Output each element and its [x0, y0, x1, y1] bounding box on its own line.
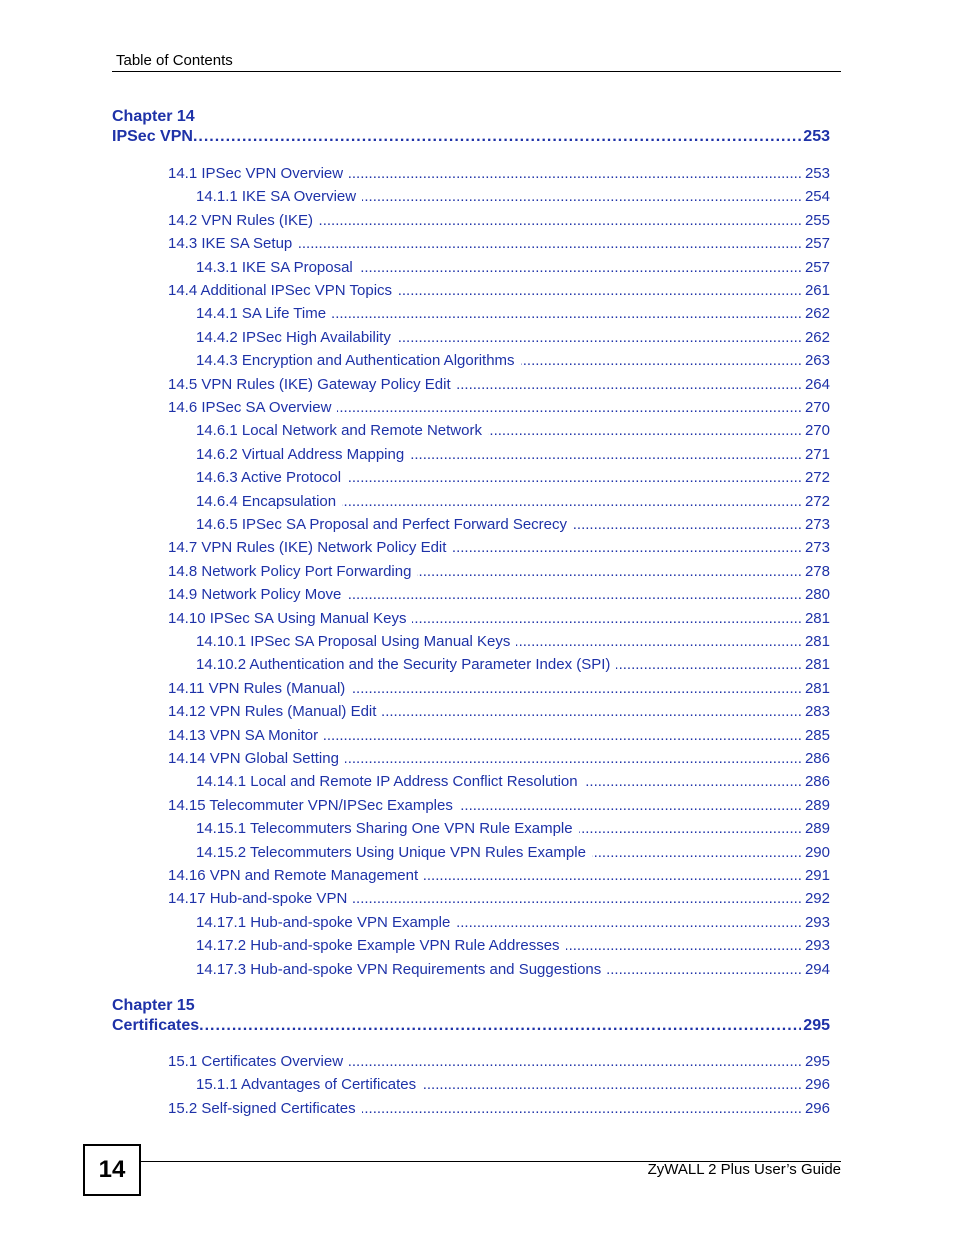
dot-leader: [422, 1075, 802, 1095]
toc-entry[interactable]: [196, 632, 830, 652]
toc-entry[interactable]: [168, 1052, 830, 1072]
toc-entry[interactable]: [196, 819, 830, 839]
dot-leader: [353, 889, 802, 909]
toc-entry-page-number: 296: [804, 1099, 830, 1117]
toc-entry-title: 14.2 VPN Rules (IKE): [168, 211, 314, 229]
toc-entry[interactable]: [168, 609, 830, 629]
chapter-label: Chapter 15: [112, 997, 195, 1014]
dot-leader: [417, 562, 802, 582]
toc-entry[interactable]: [168, 749, 830, 769]
toc-entry-page-number: 272: [804, 492, 830, 510]
toc-entry-title: 14.6 IPSec SA Overview: [168, 399, 332, 416]
dot-leader: [319, 211, 802, 231]
toc-entry-page-number: 261: [804, 282, 830, 299]
toc-entry-page-number: 253: [804, 165, 830, 182]
dot-leader: [592, 843, 802, 863]
dot-leader: [382, 702, 802, 722]
toc-entry-page-number: 296: [804, 1076, 830, 1094]
toc-entry[interactable]: [168, 702, 830, 722]
toc-entry-page-number: 263: [804, 352, 830, 370]
header-divider: [112, 71, 841, 72]
toc-entry-title: 14.11 VPN Rules (Manual): [168, 679, 346, 697]
dot-leader: [298, 234, 802, 254]
chapter-heading-15[interactable]: [112, 996, 830, 1036]
toc-entry-page-number: 262: [804, 305, 830, 323]
page-number: 14: [98, 1156, 126, 1183]
dot-leader: [516, 632, 802, 652]
toc-entry-page-number: 281: [804, 633, 830, 650]
toc-entry-page-number: 285: [804, 726, 830, 744]
dot-leader: [521, 351, 802, 371]
toc-entry[interactable]: [196, 655, 830, 675]
toc-entry[interactable]: [168, 1099, 830, 1119]
toc-entry-title: 14.4 Additional IPSec VPN Topics: [168, 282, 393, 299]
toc-entry-page-number: 281: [804, 609, 830, 627]
dot-leader: [342, 492, 802, 512]
toc-entry-page-number: 270: [804, 399, 830, 416]
toc-entry-page-number: 271: [804, 445, 830, 463]
dot-leader: [345, 749, 802, 769]
dot-leader: [459, 796, 802, 816]
chapter-title: IPSec VPN: [112, 128, 193, 145]
toc-entry-title: 15.1 Certificates Overview: [168, 1053, 344, 1070]
toc-entry-page-number: 257: [804, 235, 830, 253]
dot-leader: [573, 515, 802, 535]
toc-entry-title: 14.14 VPN Global Setting: [168, 750, 339, 767]
toc-entry-page-number: 293: [804, 937, 830, 955]
chapter-title: Certificates: [112, 1017, 200, 1034]
toc-entry[interactable]: [168, 164, 830, 184]
dot-leader: [349, 1052, 802, 1072]
toc-entry-page-number: 254: [804, 188, 830, 206]
toc-entry[interactable]: [168, 796, 830, 816]
dot-leader: [193, 127, 801, 147]
toc-entry-title: 14.3 IKE SA Setup: [168, 235, 293, 253]
dot-leader: [488, 421, 802, 441]
toc-entry-page-number: 264: [804, 375, 830, 393]
toc-entry[interactable]: [168, 538, 830, 558]
toc-entry-title: 14.17 Hub-and-spoke VPN: [168, 890, 348, 908]
toc-entry[interactable]: [196, 445, 830, 465]
toc-entry[interactable]: [196, 187, 830, 207]
dot-leader: [347, 468, 802, 488]
toc-entry-title: 14.6.1 Local Network and Remote Network: [196, 422, 482, 440]
toc-entry-title: 15.1.1 Advantages of Certificates: [196, 1076, 417, 1094]
toc-entry-title: 14.17.3 Hub-and-spoke VPN Requirements and Suggestions: [196, 960, 602, 978]
dot-leader: [362, 1099, 802, 1119]
toc-entry-title: 14.6.4 Encapsulation: [196, 492, 337, 510]
running-footer: ZyWALL 2 Plus User’s Guide: [647, 1161, 841, 1178]
toc-entry-page-number: 294: [804, 960, 830, 978]
toc-entry[interactable]: [168, 562, 830, 582]
dot-leader: [579, 819, 802, 839]
toc-entry[interactable]: [168, 211, 830, 231]
toc-entry-title: 14.9 Network Policy Move: [168, 586, 342, 604]
chapter-page-number: 253: [803, 128, 830, 145]
toc-entry-page-number: 280: [804, 586, 830, 604]
toc-entry-title: 14.17.1 Hub-and-spoke VPN Example: [196, 913, 451, 931]
toc-entry-page-number: 295: [804, 1053, 830, 1070]
toc-entry-title: 14.3.1 IKE SA Proposal: [196, 258, 353, 276]
toc-entry[interactable]: [168, 866, 830, 886]
toc-entry-page-number: 291: [804, 867, 830, 884]
toc-entry[interactable]: [168, 375, 830, 395]
toc-entry[interactable]: [196, 304, 830, 324]
toc-entry-page-number: 289: [804, 796, 830, 814]
toc-entry-page-number: 286: [804, 773, 830, 791]
chapter-title-line: [112, 127, 830, 147]
toc-entry-title: 14.6.2 Virtual Address Mapping: [196, 445, 405, 463]
toc-entry-page-number: 290: [804, 843, 830, 861]
toc-entry-title: 14.15 Telecommuter VPN/IPSec Examples: [168, 796, 453, 814]
toc-entry[interactable]: [168, 398, 830, 418]
toc-entry-page-number: 272: [804, 469, 830, 487]
toc-entry-title: 14.1.1 IKE SA Overview: [196, 188, 357, 206]
toc-entry-page-number: 286: [804, 750, 830, 767]
toc-entry-title: 14.8 Network Policy Port Forwarding: [168, 562, 412, 580]
toc-entry-title: 14.4.1 SA Life Time: [196, 305, 327, 323]
toc-entry[interactable]: [196, 351, 830, 371]
dot-leader: [584, 772, 802, 792]
dot-leader: [362, 187, 802, 207]
dot-leader: [337, 398, 802, 418]
dot-leader: [359, 258, 802, 278]
dot-leader: [397, 328, 802, 348]
toc-entry-title: 14.10 IPSec SA Using Manual Keys: [168, 609, 407, 627]
toc-entry-title: 14.12 VPN Rules (Manual) Edit: [168, 703, 377, 721]
dot-leader: [607, 960, 802, 980]
chapter-label: Chapter 14: [112, 108, 195, 125]
toc-entry[interactable]: [196, 328, 830, 348]
dot-leader: [566, 936, 802, 956]
toc-entry[interactable]: [196, 936, 830, 956]
dot-leader: [398, 281, 802, 301]
toc-entry[interactable]: [196, 772, 830, 792]
toc-entry-title: 14.15.2 Telecommuters Using Unique VPN Rules Example: [196, 843, 586, 861]
toc-entry[interactable]: [196, 843, 830, 863]
toc-entry-page-number: 281: [804, 679, 830, 697]
chapter-heading-14[interactable]: [112, 107, 830, 147]
toc-entry-page-number: 283: [804, 703, 830, 721]
toc-entry[interactable]: [196, 960, 830, 980]
toc-entry-title: 14.6.3 Active Protocol: [196, 469, 342, 487]
toc-entry-page-number: 262: [804, 328, 830, 346]
toc-entry-page-number: 270: [804, 422, 830, 440]
toc-entry-page-number: 281: [804, 656, 830, 674]
toc-entry[interactable]: [168, 234, 830, 254]
toc-entry[interactable]: [168, 726, 830, 746]
dot-leader: [452, 538, 802, 558]
toc-entry[interactable]: [168, 585, 830, 605]
dot-leader: [332, 304, 802, 324]
toc-entry[interactable]: [196, 492, 830, 512]
dot-leader: [349, 164, 802, 184]
toc-entry-title: 14.1 IPSec VPN Overview: [168, 165, 344, 182]
toc-entry-title: 14.6.5 IPSec SA Proposal and Perfect Forward Secrecy: [196, 516, 568, 533]
toc-entry[interactable]: [196, 421, 830, 441]
toc-entry[interactable]: [196, 258, 830, 278]
toc-entry[interactable]: [168, 281, 830, 301]
dot-leader: [456, 913, 802, 933]
dot-leader: [412, 609, 801, 629]
toc-entry-title: 14.7 VPN Rules (IKE) Network Policy Edit: [168, 539, 447, 557]
dot-leader: [457, 375, 802, 395]
toc-entry-title: 15.2 Self-signed Certificates: [168, 1099, 356, 1117]
toc-entry-title: 14.4.2 IPSec High Availability: [196, 328, 391, 346]
toc-entry-page-number: 273: [804, 539, 830, 557]
chapter-title-line: [112, 1016, 830, 1036]
dot-leader: [616, 655, 802, 675]
toc-entry[interactable]: [196, 913, 830, 933]
toc-entry[interactable]: [168, 679, 830, 699]
toc-entry-title: 14.13 VPN SA Monitor: [168, 726, 319, 744]
toc-entry[interactable]: [168, 889, 830, 909]
toc-entry-title: 14.17.2 Hub-and-spoke Example VPN Rule Addresses: [196, 937, 560, 955]
page-number-box: [83, 1144, 141, 1196]
dot-leader: [351, 679, 802, 699]
toc-entry[interactable]: [196, 515, 830, 535]
toc-entry-page-number: 278: [804, 562, 830, 580]
chapter-page-number: 295: [803, 1017, 830, 1034]
dot-leader: [324, 726, 802, 746]
toc-entry-page-number: 255: [804, 211, 830, 229]
toc-entry-title: 14.4.3 Encryption and Authentication Algorithms: [196, 352, 515, 370]
toc-entry-page-number: 257: [804, 258, 830, 276]
toc-entry[interactable]: [196, 468, 830, 488]
dot-leader: [347, 585, 802, 605]
dot-leader: [199, 1016, 801, 1036]
toc-entry-title: 14.5 VPN Rules (IKE) Gateway Policy Edit: [168, 375, 451, 393]
toc-entry-title: 14.10.1 IPSec SA Proposal Using Manual Keys: [196, 633, 511, 650]
toc-entry[interactable]: [196, 1075, 830, 1095]
running-header: Table of Contents: [116, 52, 233, 69]
dot-leader: [410, 445, 802, 465]
dot-leader: [424, 866, 802, 886]
toc-entry-page-number: 292: [804, 890, 830, 908]
toc-entry-title: 14.10.2 Authentication and the Security Parameter Index (SPI): [196, 656, 611, 674]
toc-entry-title: 14.16 VPN and Remote Management: [168, 867, 419, 884]
toc-entry-title: 14.15.1 Telecommuters Sharing One VPN Rule Example: [196, 820, 573, 838]
toc-entry-page-number: 273: [804, 516, 830, 533]
toc-entry-title: 14.14.1 Local and Remote IP Address Conflict Resolution: [196, 773, 578, 791]
toc-entry-page-number: 289: [804, 820, 830, 838]
toc-entry-page-number: 293: [804, 913, 830, 931]
